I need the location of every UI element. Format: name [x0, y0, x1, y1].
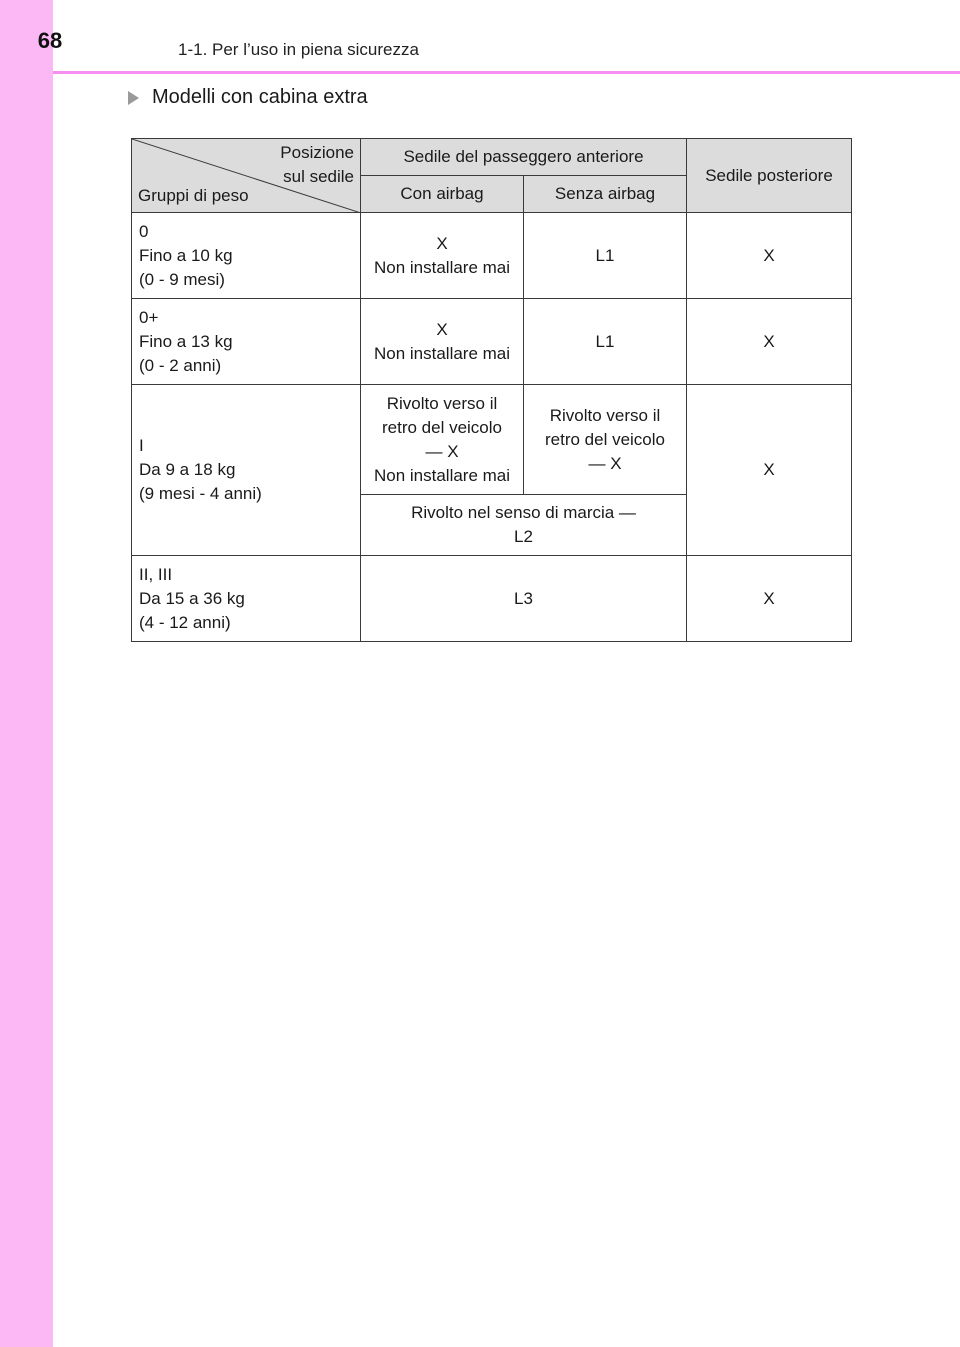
header-with-airbag: Con airbag — [361, 176, 524, 213]
page-number: 68 — [37, 28, 63, 53]
passenger-seat-cell: L3 — [361, 556, 687, 642]
weight-group-cell — [132, 385, 361, 556]
without-airbag-cell: L1 — [524, 213, 687, 299]
header-rear-seat: Sedile posteriore — [687, 139, 852, 213]
section-title: 1-1. Per l’uso in piena sicurezza — [178, 40, 419, 59]
with-airbag-note: Non installare mai — [373, 257, 511, 277]
with-airbag-cell — [361, 213, 524, 299]
section-heading — [128, 86, 368, 109]
rear-seat-cell: X — [687, 213, 852, 299]
with-airbag-value: X — [436, 233, 448, 253]
group-code: I — [139, 436, 144, 455]
group-age: (9 mesi - 4 anni) — [139, 484, 262, 503]
forward-facing-value: L2 — [514, 527, 533, 546]
header-divider — [53, 71, 960, 74]
group-weight: Da 15 a 36 kg — [139, 588, 245, 608]
group-age: (4 - 12 anni) — [139, 612, 231, 632]
with-airbag-line: — X — [425, 441, 459, 461]
header-passenger-seat: Sedile del passeggero anteriore — [361, 139, 687, 176]
with-airbag-line: retro del veicolo — [381, 417, 502, 437]
bullet-triangle-icon — [128, 91, 139, 105]
weight-group-cell — [132, 556, 361, 642]
with-airbag-cell — [361, 385, 524, 495]
table-row — [132, 299, 852, 385]
with-airbag-value: X — [436, 319, 448, 339]
corner-group-label: Gruppi di peso — [138, 186, 249, 205]
corner-position-label — [280, 141, 354, 189]
header-without-airbag: Senza airbag — [524, 176, 687, 213]
without-airbag-cell: L1 — [524, 299, 687, 385]
with-airbag-cell — [361, 299, 524, 385]
weight-group-cell — [132, 299, 361, 385]
table-row — [132, 385, 852, 495]
corner-position-line1: Posizione — [280, 143, 354, 162]
group-weight: Da 9 a 18 kg — [139, 460, 236, 479]
group-age: (0 - 9 mesi) — [139, 269, 225, 289]
table-row — [132, 213, 852, 299]
with-airbag-line: Rivolto verso il — [386, 393, 498, 413]
without-airbag-cell — [524, 385, 687, 495]
rear-seat-cell: X — [687, 299, 852, 385]
without-airbag-line: — X — [588, 453, 622, 473]
group-code: II, III — [139, 564, 173, 584]
table-row — [132, 556, 852, 642]
rear-seat-cell: X — [687, 385, 852, 556]
forward-facing-line: Rivolto nel senso di marcia — — [411, 503, 636, 522]
group-weight: Fino a 10 kg — [139, 245, 233, 265]
corner-header-cell — [132, 139, 361, 213]
with-airbag-note: Non installare mai — [373, 343, 511, 363]
with-airbag-line: Non installare mai — [373, 465, 511, 485]
page-side-band — [0, 0, 53, 1347]
group-code: 0+ — [139, 307, 159, 327]
group-code: 0 — [139, 221, 149, 241]
forward-facing-cell — [361, 495, 687, 556]
group-age: (0 - 2 anni) — [139, 355, 222, 375]
without-airbag-line: Rivolto verso il — [549, 405, 661, 425]
child-seat-table — [131, 138, 852, 642]
without-airbag-line: retro del veicolo — [544, 429, 665, 449]
corner-position-line2: sul sedile — [283, 167, 354, 186]
group-weight: Fino a 13 kg — [139, 331, 233, 351]
rear-seat-cell: X — [687, 556, 852, 642]
weight-group-cell — [132, 213, 361, 299]
section-heading-text: Modelli con cabina extra — [152, 86, 368, 108]
